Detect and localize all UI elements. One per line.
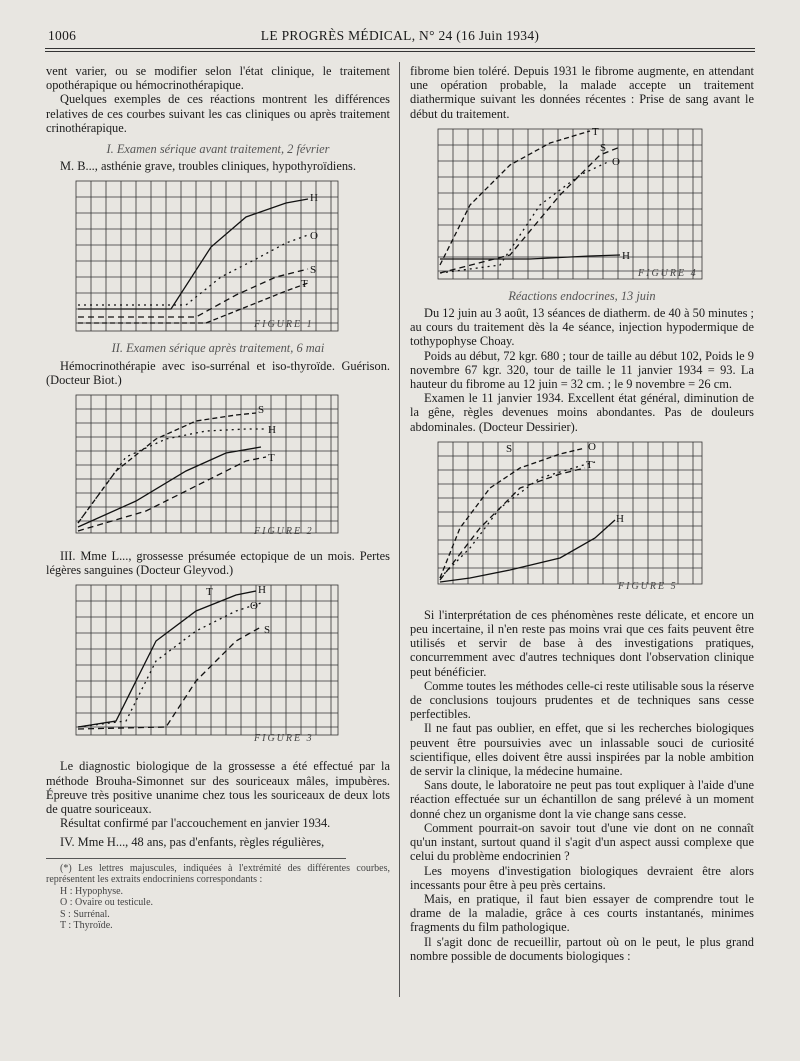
right-column <box>410 64 754 963</box>
figure-2-heading: II. Examen sérique après traitement, 6 mai <box>111 341 325 356</box>
page-number: 1006 <box>48 28 77 43</box>
intro-paragraph-2: Quelques exemples de ces réactions montrent les différences relatives de ces courbes suivant les cas cliniques ou après traitement crinothérapique. <box>46 92 390 135</box>
figure-3 <box>46 581 390 749</box>
footnote <box>46 858 390 932</box>
running-header <box>48 28 752 48</box>
figure-2-label: FIGURE 2 <box>254 526 314 538</box>
svg-text:O: O <box>250 600 258 613</box>
treatment-paragraph: Du 12 juin au 3 août, 13 séances de diatherm. de 40 à 50 minutes ; au cours du traitement dès la 4e séance, injection hypodermique de tothypophyse Choay. <box>410 306 754 349</box>
svg-text:H: H <box>622 249 630 262</box>
case-2-text: Hémocrinothérapie avec iso-surrénal et iso-thyroïde. Guérison. (Docteur Biot.) <box>46 358 390 387</box>
exam-paragraph: Examen le 11 janvier 1934. Excellent état général, diminution de la gêne, règles devenues moins abondantes. Pas de douleurs abdominales. (Docteur Dessirier). <box>410 391 754 434</box>
figure-3-chart <box>46 581 366 749</box>
svg-text:H: H <box>258 584 266 597</box>
result-paragraph: Résultat confirmé par l'accouchement en janvier 1934. <box>60 816 331 831</box>
figure-4 <box>410 125 754 285</box>
svg-text:O: O <box>310 230 318 243</box>
svg-text:O: O <box>588 440 596 453</box>
footnote-intro: (*) Les lettres majuscules, indiquées à l'extrémité des différentes courbes, représentent les extraits endocriniens correspondants : <box>46 862 390 886</box>
svg-text:T: T <box>301 278 308 291</box>
figure-5-chart <box>410 438 730 596</box>
figure-1-chart <box>46 177 366 337</box>
case-1-text: M. B..., asthénie grave, troubles cliniques, hypothyroïdiens. <box>60 159 356 174</box>
footnote-rule <box>46 858 346 859</box>
svg-text:S: S <box>310 264 317 277</box>
case-4-text: IV. Mme H..., 48 ans, pas d'enfants, règles régulières, <box>60 835 325 850</box>
legend-item: T : Thyroïde. <box>60 920 113 932</box>
figure-5 <box>410 438 754 596</box>
svg-text:T: T <box>586 458 593 471</box>
legend-item: O : Ovaire ou testicule. <box>60 897 154 909</box>
paragraph-practice: Mais, en pratique, il faut bien essayer de comprendre tout le drame de la maladie, grâce à ces courts instantanés, minimes fragments du film pathologique. <box>410 891 754 935</box>
figure-4-label: FIGURE 4 <box>638 267 698 279</box>
header-rule <box>45 48 755 49</box>
svg-text:T: T <box>206 586 213 599</box>
case-4-continued: fibrome bien toléré. Depuis 1931 le fibrome augmente, en attendant une opération probable, la malade accepte un traitement diathermique suivant les données récentes : Prise de sang avant le début du traitement. <box>410 64 754 121</box>
legend-item: S : Surrénal. <box>60 908 110 920</box>
svg-text:S: S <box>600 141 607 154</box>
column-separator <box>399 62 400 997</box>
figure-1 <box>46 177 390 337</box>
figure-4-chart <box>410 125 730 285</box>
svg-text:H: H <box>616 512 624 525</box>
paragraph-collect: Il s'agit donc de recueillir, partout où on le peut, le plus grand nombre possible de documents biologiques : <box>410 934 754 963</box>
svg-text:H: H <box>268 424 276 437</box>
figure-2-chart <box>46 391 366 545</box>
case-3-text: III. Mme L..., grossesse présumée ectopique de un mois. Pertes légères sanguines (Docteur Gleyvod.) <box>46 549 390 578</box>
paragraph-question: Comment pourrait-on savoir tout d'une vie dont on ne connaît qu'un instant, surtout quand il s'agit d'un aspect aussi complexe que celui du problème endocrinien ? <box>410 820 754 864</box>
header-rule-2 <box>45 51 755 52</box>
intro-paragraph-1: vent varier, ou se modifier selon l'état clinique, le traitement opothérapique ou hémocrinothérapique. <box>46 64 390 93</box>
svg-text:T: T <box>268 452 275 465</box>
svg-text:S: S <box>506 442 513 455</box>
svg-text:T: T <box>592 125 599 138</box>
svg-text:S: S <box>264 624 271 637</box>
left-column <box>46 64 390 932</box>
figure-1-label: FIGURE 1 <box>254 319 314 331</box>
legend-item: H : Hypophyse. <box>60 885 124 897</box>
paragraph-means: Les moyens d'investigation biologiques devraient être alors incessants pour être à peu près certains. <box>410 863 754 892</box>
svg-text:S: S <box>258 404 265 417</box>
weight-paragraph: Poids au début, 72 kgr. 680 ; tour de taille au début 102, Poids le 9 novembre 67 kgr. 320, tour de taille le 11 janvier 1934 = 93. La hauteur du fibrome au 12 juin = 32 cm. ; le 9 novembre = 26 cm. <box>410 348 754 392</box>
paragraph-interpretation: Si l'interprétation de ces phénomènes reste délicate, et encore un peu incertaine, il n'en reste pas moins vrai que ces faits peuvent être utilisés et servir de base à des investigations pratiques, concurremment avec d'autres techniques dont l'observation clinique peut bénéficier. <box>410 607 754 679</box>
figure-5-label: FIGURE 5 <box>618 580 678 592</box>
journal-title: LE PROGRÈS MÉDICAL, N° 24 (16 Juin 1934) <box>260 28 540 43</box>
figure-3-label: FIGURE 3 <box>254 733 314 745</box>
figure-1-heading: I. Examen sérique avant traitement, 2 février <box>106 142 330 157</box>
paragraph-laboratory: Sans doute, le laboratoire ne peut pas tout expliquer à l'aide d'une réaction effectuée sur un échantillon de sang prélevé à un moment donné chez un organisme dont la vie change sans cesse. <box>410 778 754 821</box>
paragraph-research: Il ne faut pas oublier, en effet, que si les recherches biologiques peuvent être poursuivies avec un inlassable souci de curiosité scientifique, elles doivent être aussi inspirées par la noble ambition de servir la clinique, la médecine humaine. <box>410 721 754 779</box>
diagnosis-paragraph: Le diagnostic biologique de la grossesse a été effectué par la méthode Brouha-Simonnet sur des souriceaux mâles, impubères. Épreuve très positive unanime chez tous les souriceaux de deux lots de quatre souriceaux. <box>46 759 390 817</box>
svg-text:H: H <box>310 192 318 205</box>
svg-text:O: O <box>612 155 620 168</box>
figure-2 <box>46 391 390 545</box>
paragraph-methods: Comme toutes les méthodes celle-ci reste utilisable sous la réserve de conclusions toujours prudentes et de techniques sans cesse perfectibles. <box>410 678 754 722</box>
figure-4-caption: Réactions endocrines, 13 juin <box>508 288 656 303</box>
